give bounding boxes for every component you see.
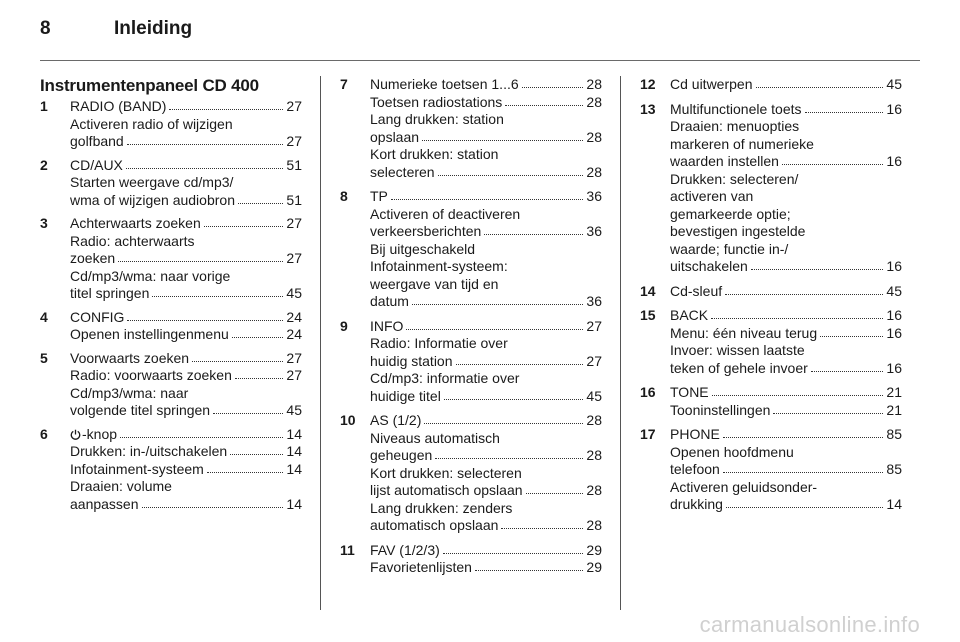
page-reference: 28: [586, 412, 602, 428]
dot-leader: [526, 492, 584, 494]
description-line: [670, 241, 902, 259]
entry-text: Cd uitwerpen: [670, 76, 753, 92]
description-line: [670, 444, 902, 462]
toc-line: [370, 353, 602, 371]
entry-text: zoeken: [70, 250, 116, 266]
description-line: [670, 171, 902, 189]
toc-line: [70, 192, 302, 210]
entry-text: INFO: [370, 317, 404, 334]
page-reference: 14: [886, 496, 902, 512]
entry-text: Cd-sleuf: [670, 282, 723, 299]
description-line: [370, 258, 602, 276]
entry-text: Voorwaarts zoeken: [70, 349, 190, 366]
toc-line: [370, 293, 602, 311]
page-reference: 28: [586, 447, 602, 463]
toc-entry: [40, 157, 302, 210]
page-reference: 27: [286, 349, 302, 366]
page-reference: 45: [886, 76, 902, 92]
entry-text: markeren of numerieke: [670, 135, 814, 152]
entry-text: Activeren radio of wijzigen: [70, 115, 233, 132]
dot-leader: [475, 569, 583, 571]
description-line: [670, 188, 902, 206]
entry-text: Infotainment-systeem:: [370, 258, 508, 274]
page-reference: 27: [286, 98, 302, 114]
toc-line: [670, 307, 902, 325]
entry-text: Achterwaarts zoeken: [70, 215, 201, 231]
toc-entry: [340, 542, 602, 577]
dot-leader: [773, 412, 883, 414]
page-reference: 45: [886, 282, 902, 299]
entry-text: selecteren: [370, 163, 435, 180]
entry-number: 1: [40, 98, 48, 114]
page-reference: 28: [586, 76, 602, 92]
watermark: carmanualsonline.info: [699, 612, 920, 637]
entry-number: 7: [340, 76, 348, 92]
toc-column-2: [340, 76, 602, 584]
entry-text: RADIO (BAND): [70, 98, 167, 114]
dot-leader: [127, 143, 284, 145]
dot-leader: [756, 86, 884, 88]
entry-text: TONE: [670, 384, 709, 400]
entry-text: Kort drukken: station: [370, 146, 499, 162]
page-reference: 28: [586, 128, 602, 145]
page-reference: 16: [886, 324, 902, 341]
description-line: [670, 118, 902, 136]
entry-number: 11: [340, 541, 355, 558]
page-reference: 27: [586, 317, 602, 334]
toc-line: [70, 309, 302, 327]
toc-line: [670, 283, 902, 301]
entry-text: CD/AUX: [70, 156, 123, 173]
entry-text: Kort drukken: selecteren: [370, 464, 522, 481]
dot-leader: [235, 377, 284, 379]
toc-line: [70, 157, 302, 175]
entry-text: Draaien: menuopties: [670, 118, 800, 134]
page-reference: 14: [286, 425, 302, 442]
entry-text: Radio: Informatie over: [370, 335, 508, 351]
page-reference: 36: [586, 223, 602, 239]
page-reference: 27: [286, 133, 302, 149]
toc-line: [670, 461, 902, 479]
entry-text: Numerieke toetsen 1...6: [370, 76, 519, 92]
toc-entry: [40, 309, 302, 344]
description-line: [370, 276, 602, 294]
entry-text: huidig station: [370, 352, 453, 369]
page-reference: 16: [886, 307, 902, 323]
page-reference: 29: [586, 541, 602, 558]
dot-leader: [805, 111, 884, 113]
entry-text: gemarkeerde optie;: [670, 205, 791, 222]
dot-leader: [192, 360, 283, 362]
toc-line: [70, 496, 302, 514]
page-reference: 51: [286, 156, 302, 173]
toc-entry: [640, 426, 902, 514]
entry-text: Drukken: selecteren/: [670, 170, 799, 187]
entry-text: waarden instellen: [670, 153, 779, 169]
description-line: [370, 430, 602, 448]
toc-line: [70, 215, 302, 233]
description-line: [70, 233, 302, 251]
entry-number: 8: [340, 188, 348, 204]
toc-line: [370, 188, 602, 206]
entry-number: 15: [640, 307, 656, 323]
description-line: [670, 342, 902, 360]
entry-text: Invoer: wissen laatste: [670, 342, 805, 358]
toc-line: [370, 388, 602, 406]
entry-text: bevestigen ingestelde: [670, 223, 806, 239]
page-reference: 24: [286, 308, 302, 325]
entry-text: Cd/mp3/wma: naar: [70, 384, 189, 401]
entry-text: uitschakelen: [670, 258, 748, 274]
dot-leader: [120, 436, 283, 438]
entry-text: Favorietenlijsten: [370, 559, 472, 575]
dot-leader: [238, 202, 283, 204]
column-divider: [320, 76, 321, 610]
toc-entry: [340, 318, 602, 406]
entry-text: golfband: [70, 133, 124, 149]
description-line: [670, 479, 902, 497]
description-line: [70, 385, 302, 403]
dot-leader: [711, 317, 883, 319]
entry-text: drukking: [670, 496, 723, 512]
description-line: [370, 111, 602, 129]
entry-text: wma of wijzigen audiobron: [70, 191, 235, 208]
description-line: [70, 116, 302, 134]
toc-line: [70, 285, 302, 303]
entry-number: 9: [340, 317, 348, 334]
entry-number: 16: [640, 384, 656, 400]
dot-leader: [169, 108, 283, 110]
dot-leader: [152, 295, 283, 297]
dot-leader: [391, 198, 584, 200]
toc-line: [70, 402, 302, 420]
dot-leader: [142, 506, 284, 508]
toc-line: [70, 443, 302, 461]
description-line: [70, 478, 302, 496]
dot-leader: [424, 422, 583, 424]
page-reference: 85: [886, 426, 902, 442]
toc-entry: [640, 76, 902, 94]
page-reference: 28: [586, 482, 602, 498]
entry-text: AS (1/2): [370, 412, 422, 428]
entry-text: -knop: [82, 425, 118, 442]
dot-leader: [820, 335, 883, 337]
description-line: [670, 136, 902, 154]
entry-text: Infotainment-systeem: [70, 460, 204, 477]
page-reference: 16: [886, 153, 902, 169]
toc-line: [370, 542, 602, 560]
entry-text: Radio: voorwaarts zoeken: [70, 367, 232, 383]
dot-leader: [726, 506, 884, 508]
toc-line: [670, 384, 902, 402]
entry-text: Draaien: volume: [70, 478, 172, 494]
toc-line: [370, 76, 602, 94]
entry-text: Lang drukken: station: [370, 111, 504, 127]
dot-leader: [406, 328, 583, 330]
toc-line: [70, 461, 302, 479]
power-icon: [70, 429, 81, 440]
section-title: Instrumentenpaneel CD 400: [40, 76, 259, 95]
page-reference: 45: [286, 285, 302, 301]
page-reference: 16: [886, 100, 902, 117]
entry-number: 5: [40, 349, 48, 366]
dot-leader: [213, 412, 283, 414]
dot-leader: [443, 552, 584, 554]
toc-line: [70, 250, 302, 268]
toc-line: [70, 426, 302, 444]
toc-entry: [640, 283, 902, 301]
page-reference: 16: [886, 359, 902, 376]
toc-line: [370, 559, 602, 577]
description-line: [370, 146, 602, 164]
page-reference: 27: [286, 250, 302, 266]
page-reference: 45: [286, 402, 302, 418]
description-line: [670, 206, 902, 224]
entry-text: FAV (1/2/3): [370, 541, 440, 558]
description-line: [70, 174, 302, 192]
toc-line: [370, 318, 602, 336]
dot-leader: [505, 104, 583, 106]
page-reference: 14: [286, 460, 302, 477]
toc-line: [370, 164, 602, 182]
toc-entry: [40, 426, 302, 514]
dot-leader: [118, 260, 283, 262]
entry-text: volgende titel springen: [70, 402, 211, 418]
entry-text: Lang drukken: zenders: [370, 499, 513, 516]
page-reference: 28: [586, 517, 602, 533]
toc-line: [70, 133, 302, 151]
description-line: [670, 223, 902, 241]
entry-text: Cd/mp3: informatie over: [370, 370, 520, 386]
page-reference: 29: [586, 559, 602, 575]
entry-text: teken of gehele invoer: [670, 359, 808, 376]
entry-number: 12: [640, 76, 656, 92]
dot-leader: [723, 436, 884, 438]
dot-leader: [127, 319, 283, 321]
toc-line: [670, 153, 902, 171]
chapter-title: Inleiding: [114, 18, 193, 39]
entry-number: 3: [40, 215, 48, 231]
toc-line: [670, 496, 902, 514]
dot-leader: [444, 398, 584, 400]
page-reference: 36: [586, 293, 602, 309]
toc-line: [670, 76, 902, 94]
page-reference: 85: [886, 461, 902, 477]
entry-text: Multifunctionele toets: [670, 100, 802, 117]
toc-line: [670, 402, 902, 420]
page-reference: 51: [286, 191, 302, 208]
dot-leader: [230, 453, 283, 455]
entry-number: 13: [640, 100, 656, 117]
toc-line: [670, 426, 902, 444]
entry-text: activeren van: [670, 188, 754, 204]
page-reference: 14: [286, 495, 302, 512]
toc-line: [370, 94, 602, 112]
toc-line: [370, 223, 602, 241]
toc-line: [70, 350, 302, 368]
entry-text: waarde; functie in-/: [670, 240, 789, 257]
toc-line: [370, 482, 602, 500]
dot-leader: [751, 268, 884, 270]
entry-text: telefoon: [670, 461, 720, 477]
entry-text: CONFIG: [70, 308, 125, 325]
entry-number: 17: [640, 426, 656, 442]
entry-text: Openen instellingenmenu: [70, 326, 229, 342]
entry-text: BACK: [670, 307, 709, 323]
page-reference: 45: [586, 387, 602, 404]
entry-number: 4: [40, 308, 48, 325]
entry-text: Bij uitgeschakeld: [370, 240, 476, 257]
dot-leader: [723, 471, 884, 473]
entry-number: 10: [340, 412, 356, 428]
entry-text: Drukken: in-/uitschakelen: [70, 443, 228, 459]
toc-line: [70, 326, 302, 344]
page-reference: 27: [286, 367, 302, 383]
entry-text: huidige titel: [370, 387, 441, 404]
description-line: [70, 268, 302, 286]
toc-column-1: [40, 76, 302, 519]
header-divider: [40, 60, 920, 61]
toc-entry: [40, 350, 302, 420]
page-reference: 27: [286, 215, 302, 231]
description-line: [370, 206, 602, 224]
page-reference: 36: [586, 188, 602, 204]
entry-text: Cd/mp3/wma: naar vorige: [70, 267, 231, 284]
toc-line: [70, 98, 302, 116]
toc-line: [370, 129, 602, 147]
toc-entry: [40, 98, 302, 151]
dot-leader: [782, 163, 883, 165]
entry-number: 2: [40, 156, 48, 173]
toc-line: [370, 412, 602, 430]
dot-leader: [712, 394, 884, 396]
description-line: [370, 465, 602, 483]
entry-text: Openen hoofdmenu: [670, 443, 794, 460]
entry-number: 6: [40, 425, 48, 442]
page-reference: 14: [286, 443, 302, 459]
page-reference: 21: [886, 384, 902, 400]
entry-text: titel springen: [70, 285, 150, 301]
dot-leader: [422, 139, 583, 141]
dot-leader: [522, 86, 584, 88]
dot-leader: [126, 167, 284, 169]
toc-line: [370, 517, 602, 535]
page-reference: 24: [286, 326, 302, 342]
description-line: [370, 335, 602, 353]
toc-line: [670, 101, 902, 119]
toc-column-3: [640, 76, 902, 521]
toc-entry: [640, 101, 902, 276]
entry-text: Activeren of deactiveren: [370, 205, 521, 222]
toc-line: [370, 447, 602, 465]
dot-leader: [204, 225, 284, 227]
toc-line: [670, 360, 902, 378]
entry-text: geheugen: [370, 447, 433, 463]
toc-line: [670, 325, 902, 343]
dot-leader: [811, 370, 884, 372]
dot-leader: [435, 457, 583, 459]
entry-text: weergave van tijd en: [370, 275, 499, 292]
dot-leader: [484, 233, 583, 235]
entry-text: opslaan: [370, 128, 420, 145]
page-reference: 21: [886, 401, 902, 418]
page-header: [40, 18, 192, 40]
page-reference: 28: [586, 93, 602, 110]
entry-text: verkeersberichten: [370, 223, 482, 239]
dot-leader: [501, 527, 583, 529]
entry-text: Niveaus automatisch: [370, 429, 500, 446]
dot-leader: [456, 363, 584, 365]
entry-text: lijst automatisch opslaan: [370, 482, 523, 498]
entry-text: Tooninstellingen: [670, 401, 771, 418]
entry-text: Menu: één niveau terug: [670, 324, 818, 341]
dot-leader: [438, 174, 584, 176]
page-reference: 16: [886, 258, 902, 274]
toc-line: [670, 258, 902, 276]
entry-text: TP: [370, 188, 388, 204]
description-line: [370, 370, 602, 388]
entry-text: Starten weergave cd/mp3/: [70, 174, 234, 190]
description-line: [370, 241, 602, 259]
entry-text: Radio: achterwaarts: [70, 232, 195, 249]
entry-text: PHONE: [670, 426, 720, 442]
entry-text: datum: [370, 293, 409, 309]
toc-line: [70, 367, 302, 385]
entry-number: 14: [640, 282, 656, 299]
entry-text: automatisch opslaan: [370, 517, 499, 533]
entry-text: Activeren geluidsonder-: [670, 478, 818, 495]
dot-leader: [232, 336, 284, 338]
dot-leader: [207, 471, 284, 473]
toc-entry: [640, 307, 902, 377]
toc-entry: [340, 412, 602, 535]
toc-entry: [340, 76, 602, 181]
page-number: 8: [40, 18, 51, 39]
toc-entry: [340, 188, 602, 311]
toc-entry: [640, 384, 902, 419]
entry-text: Toetsen radiostations: [370, 93, 503, 110]
column-divider: [620, 76, 621, 610]
entry-text: aanpassen: [70, 495, 139, 512]
dot-leader: [412, 303, 584, 305]
page-reference: 28: [586, 163, 602, 180]
description-line: [370, 500, 602, 518]
toc-entry: [40, 215, 302, 303]
dot-leader: [725, 293, 883, 295]
page-reference: 27: [586, 352, 602, 369]
